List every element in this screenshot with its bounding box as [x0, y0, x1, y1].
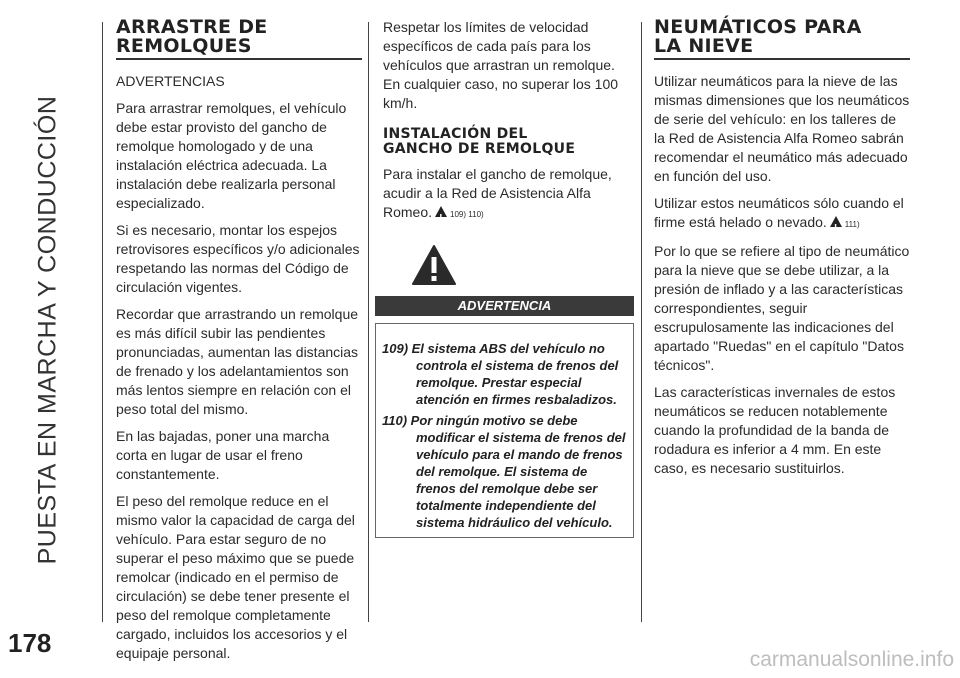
paragraph-text: Para instalar el gancho de remolque, acudir a la Red de Asistencia Alfa Romeo. [383, 166, 612, 220]
column-snow-tyres [654, 18, 910, 486]
heading-line: LA NIEVE [654, 35, 754, 57]
heading-line: GANCHO DE REMOLQUE [383, 141, 576, 157]
heading-line: ARRASTRE DE [116, 16, 268, 38]
warning-icon [411, 244, 457, 286]
heading-line: REMOLQUES [116, 35, 252, 57]
paragraph: Si es necesario, montar los espejos retrovisores específicos y/o adicionales respetando las normas del Código de circulación vigentes. [116, 222, 360, 295]
paragraph-text: Utilizar estos neumáticos sólo cuando el firme está helado o nevado. [654, 195, 904, 230]
heading-snow-tyres [654, 18, 910, 60]
column-divider [102, 22, 103, 622]
warning-box [375, 323, 634, 538]
paragraph: Para arrastrar remolques, el vehículo debe estar provisto del gancho de remolque homologado y de una instalación eléctrica adecuada. La instalación debe realizarla personal especializado. [116, 100, 347, 211]
warning-item: 110) Por ningún motivo se debe modificar el sistema de frenos del vehículo para el mando de frenos del remolque. El sistema de frenos del remolque debe ser totalmente independiente del sistema hidráulico del vehículo. [382, 413, 626, 530]
footnote-ref: 111) [844, 220, 860, 229]
paragraph: Respetar los límites de velocidad específicos de cada país para los vehículos que arrastran un remolque. En cualquier caso, no superar los 100 km/h. [383, 19, 619, 111]
warning-icon [830, 216, 842, 227]
warning-item: 109) El sistema ABS del vehículo no controla el sistema de frenos del remolque. Prestar especial atención en firmes resbaladizos. [382, 341, 619, 407]
heading-line: INSTALACIÓN DEL [383, 126, 528, 142]
column-divider [368, 22, 369, 622]
paragraph: El peso del remolque reduce en el mismo valor la capacidad de carga del vehículo. Para estar seguro de no superar el peso máximo que se puede remolcar (indicado en el permiso de circulación) se debe tener presente el peso del remolque completamente cargado, incluidos los accesorios y el equipaje personal. [116, 493, 355, 661]
warning-icon [435, 206, 447, 217]
column-towing [116, 18, 362, 671]
paragraph [383, 165, 633, 224]
heading-hitch [383, 127, 633, 157]
paragraph: Utilizar neumáticos para la nieve de las mismas dimensiones que los neumáticos de serie del vehículo: en los talleres de la Red de Asistencia Alfa Romeo sabrán recomendar el neumático más adecuado en función del uso. [654, 73, 910, 184]
page-number: 178 [8, 628, 52, 658]
paragraph: Por lo que se refiere al tipo de neumático para la nieve que se debe utilizar, a la presión de inflado y a las características correspondientes, seguir escrupulosamente las indicaciones del apartado "Ruedas" en el capítulo "Datos técnicos". [654, 243, 910, 373]
heading-towing [116, 18, 362, 60]
side-section-title: PUESTA EN MARCHA Y CONDUCCIÓN [33, 95, 62, 565]
column-hitch [383, 18, 633, 232]
watermark: carmanualsonline.info [749, 648, 954, 671]
paragraph [654, 194, 910, 234]
paragraph: Las características invernales de estos neumáticos se reducen notablemente cuando la profundidad de la banda de rodadura es inferior a 4 mm. En este caso, es necesario sustituirlos. [654, 384, 896, 476]
paragraph: En las bajadas, poner una marcha corta en lugar de usar el freno constantemente. [116, 428, 330, 482]
paragraph: ADVERTENCIAS [116, 73, 225, 89]
paragraph: Recordar que arrastrando un remolque es más difícil subir las pendientes pronunciadas, aumentan las distancias de frenado y los adelantamientos son más lentos siempre en relación con el peso total del mismo. [116, 306, 359, 417]
footnote-ref: 109) 110) [450, 210, 484, 219]
heading-line: NEUMÁTICOS PARA [654, 16, 862, 38]
column-divider [641, 22, 642, 622]
warning-title: ADVERTENCIA [375, 296, 634, 316]
